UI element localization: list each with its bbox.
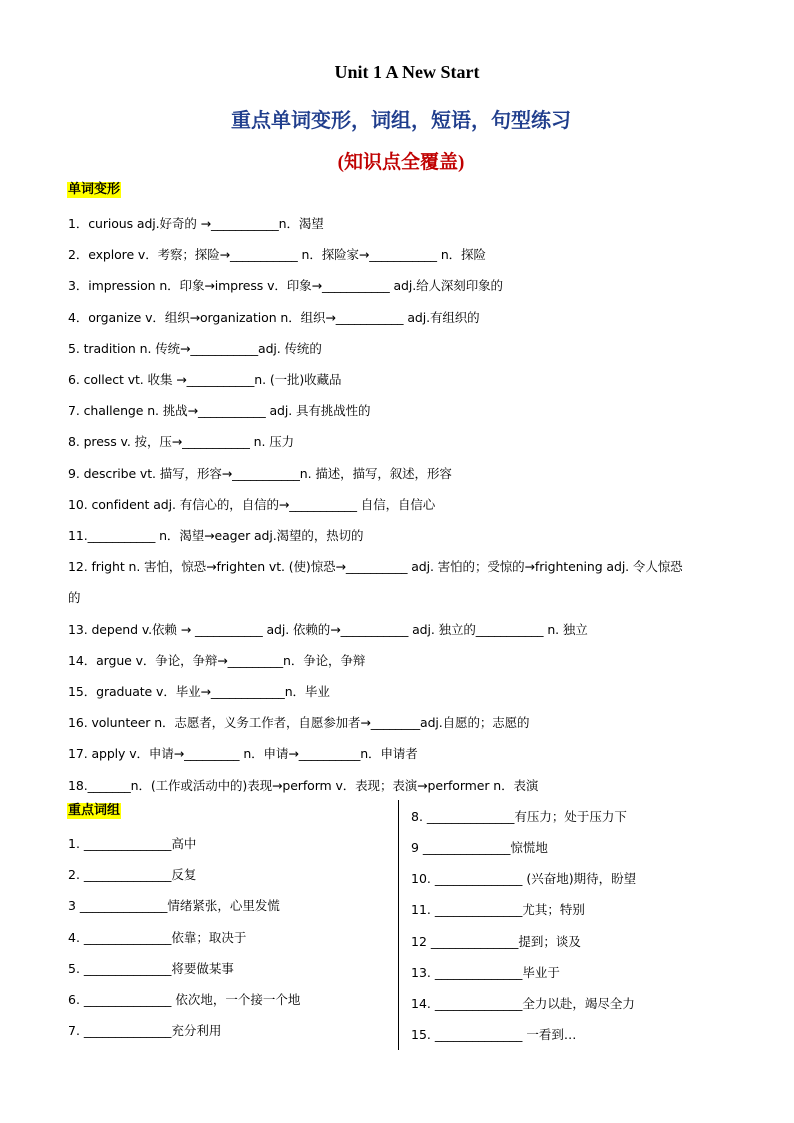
list-item: 11. ______________尤其；特别 bbox=[411, 902, 585, 917]
list-item: 6. collect vt. 收集 →___________n. (一批)收藏品 bbox=[68, 372, 342, 387]
list-item: 16. volunteer n．志愿者，义务工作者，自愿参加者→________adj.自愿的；志愿的 bbox=[68, 715, 530, 730]
list-item: 8. ______________有压力；处于压力下 bbox=[411, 809, 627, 824]
list-item: 3．impression n．印象→impress v．印象→___________ adj.给人深刻印象的 bbox=[68, 278, 503, 293]
list-item: 11.___________ n．渴望→eager adj.渴望的，热切的 bbox=[68, 528, 364, 543]
list-item: 8. press v. 按，压→___________ n. 压力 bbox=[68, 434, 295, 449]
list-item: 18._______n．(工作或活动中的)表现→perform v．表现；表演→performer n．表演 bbox=[68, 778, 539, 793]
list-item: 2. ______________反复 bbox=[68, 867, 197, 882]
section-label-key-phrases: 重点词组 bbox=[68, 803, 121, 818]
list-item: 10. confident adj. 有信心的，自信的→___________ 自信，自信心 bbox=[68, 497, 436, 512]
list-item: 12. fright n. 害怕，惊恐→frighten vt. (使)惊恐→__________ adj. 害怕的；受惊的→frightening adj. 令人惊恐 bbox=[68, 559, 683, 574]
list-item: 1. ______________高中 bbox=[68, 836, 197, 851]
coverage-note: (知识点全覆盖) bbox=[337, 152, 465, 173]
list-item: 5. ______________将要做某事 bbox=[68, 961, 234, 976]
list-item: 3 ______________情绪紧张，心里发慌 bbox=[68, 898, 280, 913]
column-divider bbox=[398, 800, 399, 1050]
unit-title: Unit 1 A New Start bbox=[334, 62, 480, 82]
list-item: 4. ______________依靠；取决于 bbox=[68, 930, 247, 945]
list-item: 4．organize v．组织→organization n．组织→___________ adj.有组织的 bbox=[68, 310, 480, 325]
list-item: 13. ______________毕业于 bbox=[411, 965, 560, 980]
list-item-continuation: 的 bbox=[68, 590, 81, 605]
section-label-word-forms: 单词变形 bbox=[68, 182, 121, 197]
list-item: 7. challenge n. 挑战→___________ adj. 具有挑战性的 bbox=[68, 403, 371, 418]
list-item: 15. ______________ 一看到… bbox=[411, 1027, 577, 1042]
list-item: 9 ______________惊慌地 bbox=[411, 840, 548, 855]
list-item: 14．argue v．争论，争辩→_________n．争论，争辩 bbox=[68, 653, 366, 668]
list-item: 5. tradition n. 传统→___________adj. 传统的 bbox=[68, 341, 322, 356]
list-item: 17. apply v．申请→_________ n．申请→__________n．申请者 bbox=[68, 746, 418, 761]
subtitle: 重点单词变形，词组，短语，句型练习 bbox=[231, 110, 571, 132]
list-item: 15．graduate v．毕业→____________n．毕业 bbox=[68, 684, 330, 699]
list-item: 10. ______________ (兴奋地)期待，盼望 bbox=[411, 871, 637, 886]
list-item: 7. ______________充分利用 bbox=[68, 1023, 222, 1038]
list-item: 1．curious adj.好奇的 →___________n．渴望 bbox=[68, 216, 324, 231]
list-item: 14. ______________全力以赴，竭尽全力 bbox=[411, 996, 635, 1011]
list-item: 13. depend v.依赖 → ___________ adj. 依赖的→___________ adj. 独立的___________ n. 独立 bbox=[68, 622, 588, 637]
list-item: 6. ______________ 依次地，一个接一个地 bbox=[68, 992, 301, 1007]
list-item: 2．explore v．考察；探险→___________ n．探险家→___________ n．探险 bbox=[68, 247, 486, 262]
list-item: 12 ______________提到；谈及 bbox=[411, 934, 581, 949]
list-item: 9. describe vt. 描写，形容→___________n. 描述，描写，叙述，形容 bbox=[68, 466, 452, 481]
